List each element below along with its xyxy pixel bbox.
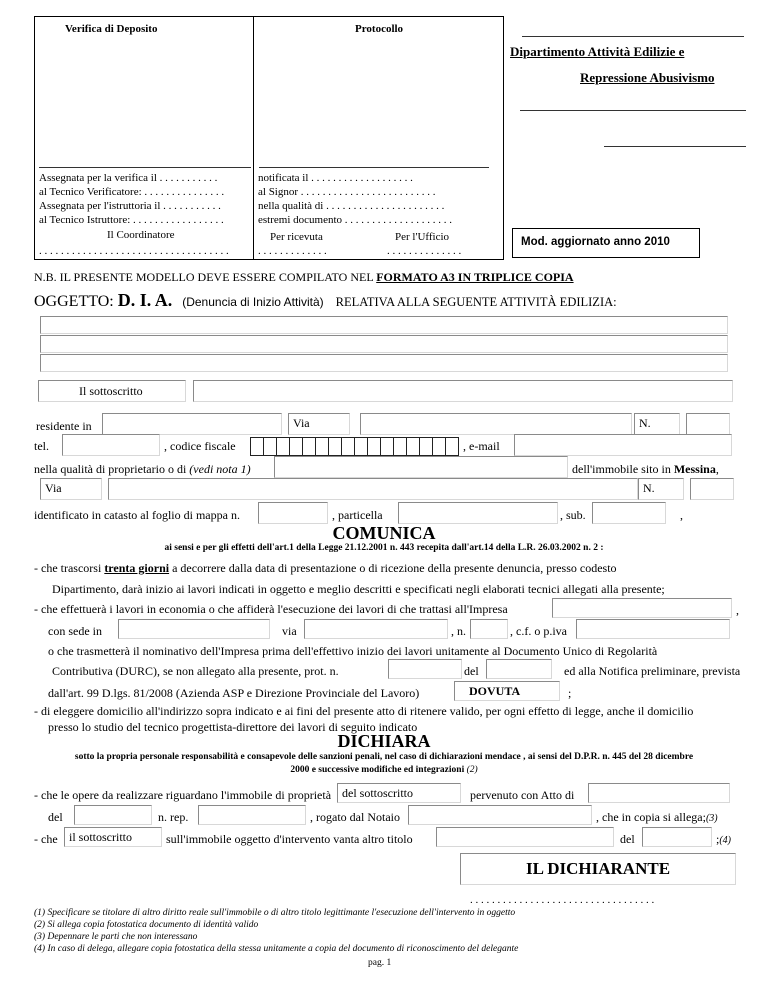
comunica-p3-b: Contributiva (DURC), se non allegato alla presente, prot. n. (52, 664, 339, 678)
sottoscritto-name-field[interactable] (193, 380, 733, 402)
immobile-via-field[interactable] (108, 478, 638, 500)
via-label: Via (293, 416, 310, 430)
durc-prot-field[interactable] (388, 659, 462, 679)
catasto-label: identificato in catasto al foglio di mappa n. (34, 508, 240, 522)
notaio-label: , rogato dal Notaio (310, 810, 400, 824)
dovuta-select[interactable] (454, 681, 560, 701)
n-label-box (634, 413, 680, 435)
dichiara-d1-b: pervenuto con Atto di (470, 788, 575, 802)
comunica-p3-d: dall'art. 99 D.lgs. 81/2008 (Azienda ASP e Direzione Provinciale del Lavoro) (48, 686, 420, 700)
mod-version-badge: Mod. aggiornato anno 2010 (512, 228, 700, 258)
immobile-n-label-box (638, 478, 684, 500)
dept-title-line2: Repressione Abusivismo (580, 70, 715, 85)
immobile-via-label-box (40, 478, 102, 500)
cf-cell[interactable] (445, 437, 459, 456)
cf-cell[interactable] (276, 437, 290, 456)
immobile-comma: , (715, 462, 719, 476)
comunica-p4-b: presso lo studio del tecnico progettista-direttore dei lavori di seguito indicato (48, 720, 418, 734)
dichiara-d3-b: sull'immobile oggetto d'intervento vanta altro titolo (166, 832, 413, 846)
sede-via-label: via (282, 624, 297, 638)
civico-field[interactable] (686, 413, 730, 435)
right-signline (259, 167, 489, 168)
qualita-label: nella qualità di proprietario o di (34, 462, 187, 476)
titolare-select[interactable] (64, 827, 162, 847)
sede-n-field[interactable] (470, 619, 508, 639)
page-number: pag. 1 (368, 958, 392, 968)
footnote-2: (2) Si allega copia fotostatica documento di identità valido (34, 920, 259, 930)
sede-field[interactable] (118, 619, 270, 639)
immobile-label: dell'immobile sito in (572, 462, 671, 476)
dovuta-value: DOVUTA (469, 684, 521, 698)
proprieta-select[interactable] (337, 783, 461, 803)
comunica-p1 (34, 561, 617, 576)
atto-del-label: del (48, 810, 63, 824)
cf-cell[interactable] (432, 437, 446, 456)
titolo-end (716, 832, 731, 847)
titolo-note: (4) (719, 835, 732, 846)
oggetto-label: OGGETTO: (34, 293, 114, 310)
dichiarante-label: IL DICHIARANTE (525, 859, 671, 878)
comunica-p2: - che effettuerà i lavori in economia o che affiderà l'esecuzione dei lavori di che trattasi all'Impresa (34, 602, 508, 616)
sub-label: , sub. (560, 508, 586, 522)
cf-cell[interactable] (315, 437, 329, 456)
cf-cell[interactable] (263, 437, 277, 456)
nb-text: N.B. IL PRESENTE MODELLO DEVE ESSERE COMPILATO NEL (34, 270, 377, 284)
rep-field[interactable] (198, 805, 306, 825)
immobile-city: Messina (673, 462, 716, 476)
email-label: , e-mail (463, 439, 500, 453)
per-ufficio-label: Per l'Ufficio (395, 231, 450, 243)
via-label-box (288, 413, 350, 435)
titolo-field[interactable] (436, 827, 614, 847)
cf-piva-field[interactable] (576, 619, 730, 639)
right-row-1: notificata il . . . . . . . . . . . . . . . . . . . (258, 172, 413, 184)
dichiara-title: DICHIARA (337, 731, 431, 751)
right-row-2: al Signor . . . . . . . . . . . . . . . . . . . . . . . . . (258, 186, 436, 198)
cf-cell[interactable] (354, 437, 368, 456)
durc-del-label: del (464, 664, 479, 678)
cf-cell[interactable] (341, 437, 355, 456)
footnote-1: (1) Specificare se titolare di altro diritto reale sull'immobile o di altro titolo legittimante l'esecuzione dell'intervento in oggetto (34, 908, 516, 918)
header-divider (253, 16, 254, 260)
dichiara-d1-a: - che le opere da realizzare riguardano l'immobile di proprietà (34, 788, 332, 802)
tel-field[interactable] (62, 434, 160, 456)
sede-via-field[interactable] (304, 619, 448, 639)
proprieta-value: del sottoscritto (342, 786, 413, 800)
coordinatore-dots: . . . . . . . . . . . . . . . . . . . . . . . . . . . . . . . . . . . (39, 245, 229, 257)
cf-cell[interactable] (250, 437, 264, 456)
dichiara-sub2 (0, 765, 768, 775)
residente-label: residente in (36, 419, 92, 433)
cf-cell[interactable] (419, 437, 433, 456)
comunica-subtitle: ai sensi e per gli effetti dell'art.1 della Legge 21.12.2001 n. 443 recepita dall'art.14 della L.R. 26.03.2002 n. 2 : (164, 543, 604, 553)
per-ricevuta-label: Per ricevuta (270, 231, 323, 243)
titolare-value: il sottoscritto (69, 830, 132, 844)
footnote-3: (3) Depennare le parti che non interessano (34, 932, 198, 942)
dichiara-sub2-note: (2) (466, 765, 478, 775)
cf-piva-label: , c.f. o p.iva (510, 624, 567, 638)
left-row-4: al Tecnico Istruttore: . . . . . . . . . . . . . . . . . (39, 214, 224, 226)
particella-field[interactable] (398, 502, 558, 524)
copia-label: , che in copia si allega; (596, 810, 706, 824)
foglio-field[interactable] (258, 502, 328, 524)
dept-line-top (522, 36, 744, 37)
sede-label: con sede in (48, 624, 102, 638)
coordinatore-label: Il Coordinatore (107, 229, 175, 241)
office-use-box (34, 16, 504, 260)
p1-b: trenta giorni (104, 561, 170, 575)
cf-cell[interactable] (406, 437, 420, 456)
immobile-line (572, 462, 719, 477)
oggetto-rest: RELATIVA ALLA SEGUENTE ATTIVITÀ EDILIZIA: (335, 295, 617, 309)
dia-label: D. I. A. (117, 290, 173, 310)
titolo-semicolon: ; (716, 832, 720, 846)
cf-cell[interactable] (393, 437, 407, 456)
rep-label: n. rep. (158, 810, 189, 824)
ufficio-dots: . . . . . . . . . . . . . . (387, 245, 462, 257)
signature-dots: . . . . . . . . . . . . . . . . . . . . . . . . . . . . . . . . . . (470, 894, 655, 906)
codice-fiscale-label: , codice fiscale (164, 439, 236, 453)
atto-date-field[interactable] (74, 805, 152, 825)
left-row-3: Assegnata per l'istruttoria il . . . . . . . . . . . (39, 200, 221, 212)
cf-cell[interactable] (367, 437, 381, 456)
copia-note: (3) (705, 813, 718, 824)
n-label: N. (639, 416, 651, 430)
cf-cell[interactable] (380, 437, 394, 456)
dichiara-d3-a: - che (34, 832, 58, 846)
comunica-p3-c: ed alla Notifica preliminare, prevista (564, 664, 741, 678)
p1-a: - che trascorsi (34, 561, 105, 575)
comunica-title: COMUNICA (332, 523, 436, 543)
dichiarante-box (460, 853, 736, 885)
left-row-2: al Tecnico Verificatore: . . . . . . . . . . . . . . . (39, 186, 225, 198)
titolo-date-field[interactable] (642, 827, 712, 847)
dept-line-mid (520, 110, 746, 111)
left-signline (39, 167, 251, 168)
qualita-field[interactable] (274, 456, 568, 478)
dichiara-sub1: sotto la propria personale responsabilità e consapevole delle sanzioni penali, nel caso di dichiarazioni mendace , ai sensi del D.P.R. n. 445 del 28 dicembre (74, 752, 694, 762)
protocollo-title: Protocollo (355, 23, 404, 35)
ricevuta-dots: . . . . . . . . . . . . . (258, 245, 327, 257)
titolo-del-label: del (620, 832, 635, 846)
verifica-title: Verifica di Deposito (65, 23, 158, 35)
notaio-field[interactable] (408, 805, 592, 825)
impresa-field[interactable] (552, 598, 732, 618)
sottoscritto-label-box (38, 380, 186, 402)
left-row-1: Assegnata per la verifica il . . . . . . . . . . . (39, 172, 218, 184)
comunica-p4-a: - di eleggere domicilio all'indirizzo sopra indicato e ai fini del presente atto di ritenere valido, per ogni effetto di legge, anche il domicilio (34, 704, 694, 718)
atto-field[interactable] (588, 783, 730, 803)
dovuta-semicolon: ; (568, 686, 572, 700)
immobile-n-label: N. (643, 481, 655, 495)
particella-label: , particella (332, 508, 383, 522)
sub-field[interactable] (592, 502, 666, 524)
oggetto-line (34, 290, 617, 311)
right-row-4: estremi documento . . . . . . . . . . . . . . . . . . . . (258, 214, 453, 226)
activity-field-2[interactable] (40, 335, 728, 353)
copia-line (596, 810, 718, 825)
right-row-3: nella qualità di . . . . . . . . . . . . . . . . . . . . . . (258, 200, 445, 212)
p1-c: a decorrere dalla data di presentazione o di ricezione della presente denuncia, presso codesto (169, 561, 617, 575)
nb-emphasis: FORMATO A3 IN TRIPLICE COPIA (376, 270, 574, 284)
durc-date-field[interactable] (486, 659, 552, 679)
cf-cell[interactable] (328, 437, 342, 456)
immobile-civico-field[interactable] (690, 478, 734, 500)
email-field[interactable] (514, 434, 732, 456)
sottoscritto-label: Il sottoscritto (79, 384, 143, 398)
immobile-via-label: Via (45, 481, 62, 495)
cf-cell[interactable] (302, 437, 316, 456)
dept-title-line1: Dipartimento Attività Edilizie e (510, 44, 685, 59)
comunica-p1-d: Dipartimento, darà inizio ai lavori indicati in oggetto e meglio descritti e specificati negli elaborati tecnici allegati alla presente; (52, 582, 665, 596)
via-field[interactable] (360, 413, 632, 435)
sede-n-label: , n. (451, 624, 466, 638)
qualita-line (34, 462, 251, 477)
tel-label: tel. (34, 439, 49, 453)
activity-field-1[interactable] (40, 316, 728, 334)
dept-line-short (604, 146, 746, 147)
residente-field[interactable] (102, 413, 282, 435)
catasto-comma: , (680, 508, 683, 522)
qualita-note: (vedi nota 1) (189, 462, 251, 476)
denuncia-label: (Denuncia di Inizio Attività) (182, 295, 324, 309)
impresa-comma: , (736, 603, 739, 617)
dichiara-sub2-text: 2000 e successive modifiche ed integrazioni (290, 765, 465, 775)
nb-note (34, 270, 574, 285)
comunica-p3-a: o che trasmetterà il nominativo dell'Impresa prima dell'effettivo inizio dei lavori unitamente al Documento Unico di Regolarità (48, 644, 658, 658)
cf-cell[interactable] (289, 437, 303, 456)
footnote-4: (4) In caso di delega, allegare copia fotostatica della stessa unitamente a copia del documento di riconoscimento del delegante (34, 944, 519, 954)
activity-field-3[interactable] (40, 354, 728, 372)
